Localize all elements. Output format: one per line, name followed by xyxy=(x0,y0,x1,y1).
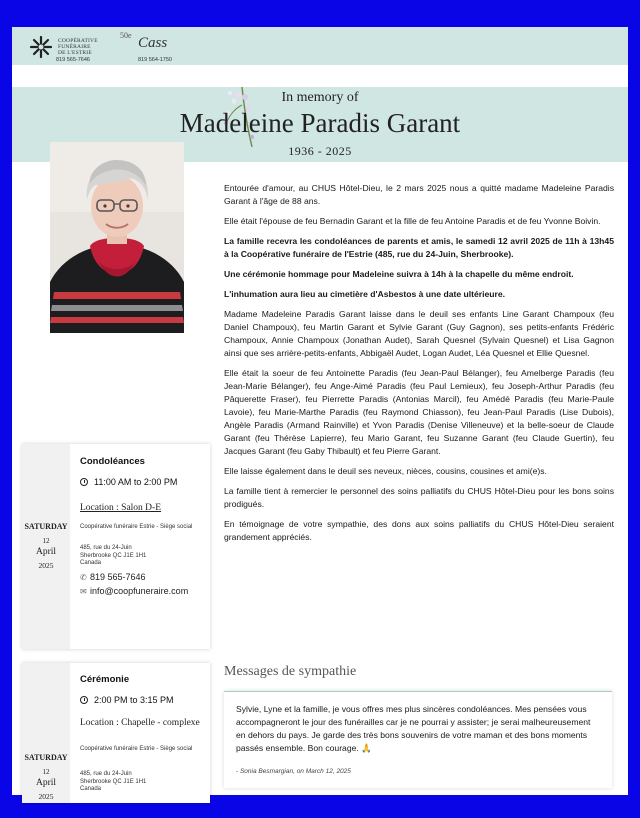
obituary-paragraph: Madame Madeleine Paradis Garant laisse dans le deuil ses enfants Line Garant Champoux (feu Daniel Champoux), feu Martin Garant et Sylvie Garant (Guy Gagnon), ses petits-enfants Frédéric Champoux, Annie Champoux (Jonathan Audet), Sarah Quesnel (Sylvain Quesnel) et Lisa Gagnon ainsi que ses arrière-petits-enfants, Abbigaël Audet, Logan Audet, Léa Quesnel et Ellie Quesnel. xyxy=(224,309,614,358)
event-day: 12 xyxy=(42,537,50,545)
address-line: Sherbrooke QC J1E 1H1 xyxy=(80,778,147,785)
obituary-paragraph: L'inhumation aura lieu au cimetière d'Asbestos à une date ultérieure. xyxy=(224,289,506,299)
event-time xyxy=(80,477,177,487)
event-venue: Coopérative funéraire Estrie - Siège social xyxy=(80,746,193,752)
fifty-anniversary-mark: 50e xyxy=(120,31,132,40)
obituary-paragraph: Elle était la soeur de feu Antoinette Paradis (feu Jean-Paul Bélanger), feu Amelberge Paradis (feu Jean-Marie Bélanger), feu Ange-Aimé Paradis (feu Paul Lemieux), feu Joseph-Arthur Paradis (feu Pâquerette Fraser), feu Pierrette Paradis (Antonias Marcil), feu Amédé Paradis (feu Marie-Paule Lavoie), feu Marie-Marthe Paradis (feu Raymond Chiasson), feu Jean-Paul Paradis (Lise Dubois), Angèle Paradis (Armand Rainville) et Yvon Paradis (Denise Villeneuve) et la belle-soeur de Claude Garant (feu Thérèse Lapierre), feu Mario Garant, feu Suzanne Garant (feu Claude Guertin), feu Jacques Garant (feu Gaby Thibault) et feu Pierre Garant. xyxy=(224,368,614,456)
clock-icon xyxy=(80,696,88,704)
sympathy-message-text: Sylvie, Lyne et la famille, je vous offres mes plus sincères condoléances. Mes pensées vous accompagneront le jour des funérailles car je ne pourrai y assister; je serai malheureusement en dehors du pays. Je garde des très bons souvenirs de votre maman et des bons moments passés ensemble. Bon courage. 🙏 xyxy=(236,704,591,753)
event-day: 12 xyxy=(42,768,50,776)
sympathy-message-signature: - Sonia Besmargian, on March 12, 2025 xyxy=(236,768,351,775)
address-line: Canada xyxy=(80,560,102,566)
deceased-photo xyxy=(50,142,184,333)
event-month: April xyxy=(35,547,57,557)
obituary-paragraph: En témoignage de votre sympathie, des dons aux soins palliatifs du CHUS Hôtel-Dieu seraient grandement appréciés. xyxy=(224,519,614,542)
coop-logo-text xyxy=(58,38,98,56)
address-line: 485, rue du 24-Juin xyxy=(80,545,132,551)
obituary-paragraph: La famille recevra les condoléances de parents et amis, le samedi 12 avril 2025 de 11h à 13h45 à la Coopérative funéraire de l'Estrie (485, rue du 24-Juin, Sherbrooke). xyxy=(224,236,614,259)
event-time-text: 2:00 PM to 3:15 PM xyxy=(94,695,174,705)
event-title: Condoléances xyxy=(80,456,145,467)
in-memory-label: In memory of xyxy=(281,90,359,105)
obituary-paragraph: Entourée d'amour, au CHUS Hôtel-Dieu, le 2 mars 2025 nous a quitté madame Madeleine Paradis Garant à l'âge de 88 ans. xyxy=(224,183,614,206)
coop-logo-icon xyxy=(30,36,52,58)
event-card-condoleances xyxy=(22,444,210,649)
event-phone[interactable] xyxy=(80,572,146,582)
address-line: 485, rue du 24-Juin xyxy=(80,771,132,777)
event-title: Cérémonie xyxy=(80,674,130,685)
cass-phone[interactable]: 819 564-1750 xyxy=(138,57,172,63)
event-year: 2025 xyxy=(38,792,54,801)
address-line: Sherbrooke QC J1E 1H1 xyxy=(80,552,147,559)
obituary-paragraph: Elle était l'épouse de feu Bernadin Garant et la fille de feu Antoine Paradis et de feu Yvonne Boivin. xyxy=(224,216,601,226)
header-spacer xyxy=(12,65,628,87)
deceased-name: Madeleine Paradis Garant xyxy=(179,108,461,138)
event-year: 2025 xyxy=(38,561,54,570)
site-header xyxy=(12,27,628,65)
event-day-of-week: SATURDAY xyxy=(24,522,68,531)
event-address xyxy=(80,771,146,794)
event-location-link[interactable]: Location : Salon D-E xyxy=(80,503,161,513)
life-years: 1936 - 2025 xyxy=(288,144,352,158)
event-email[interactable] xyxy=(80,586,188,596)
messages-heading: Messages de sympathie xyxy=(224,664,357,679)
obituary-paragraph: Une cérémonie hommage pour Madeleine suivra à 14h à la chapelle du même endroit. xyxy=(224,269,574,279)
obituary-text xyxy=(224,182,614,551)
coop-name-line: FUNÉRAIRE xyxy=(58,44,91,50)
event-venue: Coopérative funéraire Estrie - Siège social xyxy=(80,524,193,530)
event-location: Location : Chapelle - complexe xyxy=(80,718,200,728)
clock-icon xyxy=(80,478,88,486)
event-time-text: 11:00 AM to 2:00 PM xyxy=(94,477,178,487)
mail-icon: ✉ xyxy=(80,587,87,596)
event-phone-text: 819 565-7646 xyxy=(90,572,146,582)
obituary-page xyxy=(12,27,628,801)
event-address xyxy=(80,545,146,568)
sympathy-message-card xyxy=(224,691,612,788)
obituary-paragraph: La famille tient à remercier le personnel des soins palliatifs du CHUS Hôtel-Dieu pour les bons soins prodigués. xyxy=(224,486,614,509)
coop-name-line: COOPÉRATIVE xyxy=(58,38,98,44)
obituary-paragraph: Elle laisse également dans le deuil ses neveux, nièces, cousins, cousines et ami(e)s. xyxy=(224,466,547,476)
event-day-of-week: SATURDAY xyxy=(24,753,68,762)
event-time xyxy=(80,695,174,705)
address-line: Canada xyxy=(80,786,102,792)
coop-name-line: DE L'ESTRIE xyxy=(58,50,92,56)
phone-icon: ✆ xyxy=(80,573,87,582)
event-email-text: info@coopfuneraire.com xyxy=(90,586,189,596)
coop-phone[interactable]: 819 565-7646 xyxy=(56,57,90,63)
event-card-ceremonie xyxy=(22,663,210,803)
cass-logo[interactable]: Cass xyxy=(138,35,168,51)
event-month: April xyxy=(35,778,57,788)
